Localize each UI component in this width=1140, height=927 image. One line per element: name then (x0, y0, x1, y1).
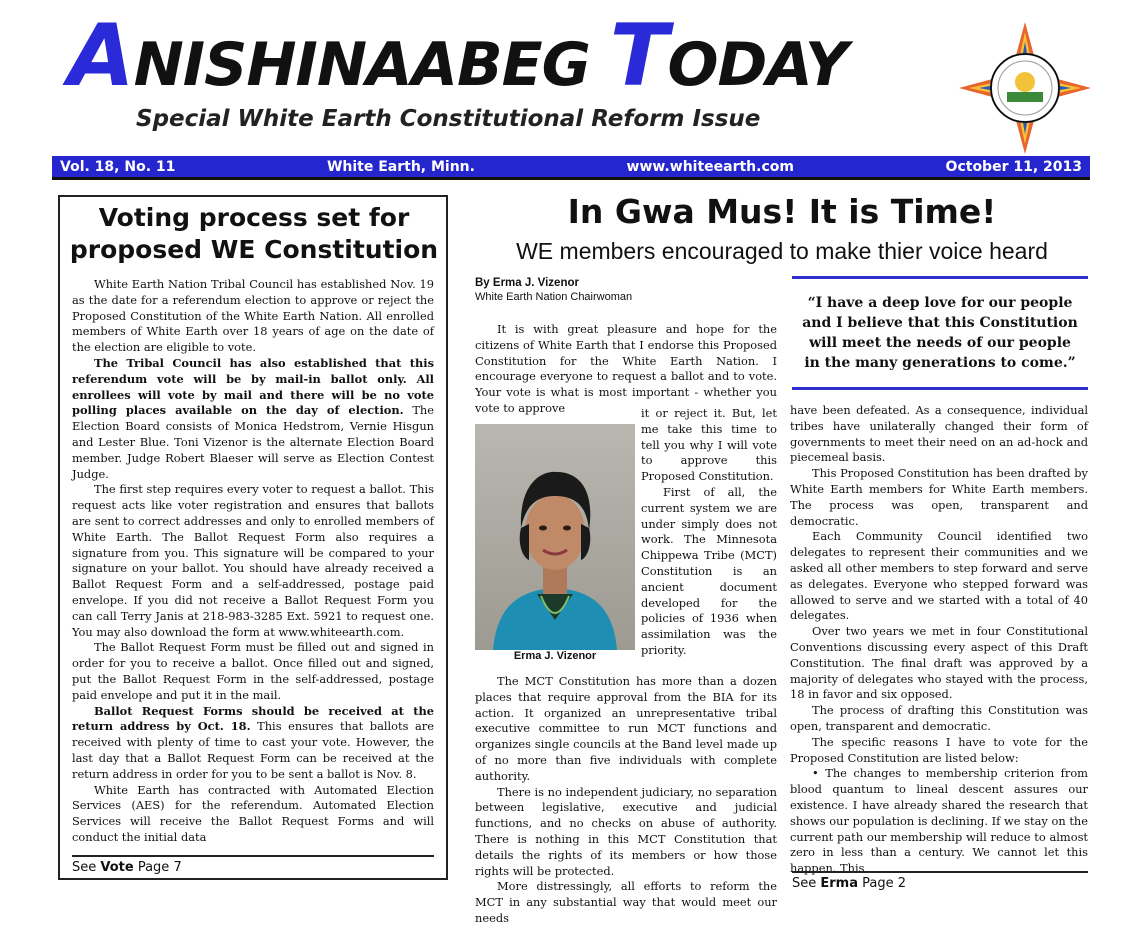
left-article-body (72, 277, 434, 846)
website-link[interactable]: www.whiteearth.com (626, 158, 794, 175)
paragraph: More distressingly, all efforts to reform the MCT in any substantial way that would meet our needs (475, 879, 777, 925)
paragraph: First of all, the current system we are under simply does not work. The Minnesota Chippewa Tribe (MCT) Constitution is an ancient document developed for the policies of 1936 when assimilation was the priority. (641, 484, 777, 657)
jump-suffix: Page 2 (858, 876, 907, 891)
issue-date: October 11, 2013 (945, 158, 1082, 175)
issue-subtitle: Special White Earth Constitutional Reform Issue (136, 106, 761, 132)
bold-mail-text: The Tribal Council has also established that this referendum vote will be by mail-in ballot only. All enrollees will vote by mail and there will be no vote polling places available on the day of election. (72, 355, 434, 418)
main-article-intro (475, 322, 777, 417)
paragraph: The process of drafting this Constitution was open, transparent and democratic. (790, 703, 1088, 733)
masthead-word-today: ODAY (667, 30, 848, 100)
masthead-letter-a: A (68, 6, 134, 106)
photo-caption: Erma J. Vizenor (513, 650, 597, 662)
main-article-headline: In Gwa Mus! It is Time! (567, 192, 997, 231)
jump-prefix: See (792, 876, 821, 891)
volume-number: Vol. 18, No. 11 (60, 158, 176, 175)
jump-word: Vote (100, 860, 134, 875)
white-earth-seal-logo (955, 18, 1095, 158)
paragraph: it or reject it. But, let me take this time to tell you why I will vote to approve this Proposed Constitution. (641, 406, 777, 484)
paragraph-bold-mail (72, 356, 434, 482)
paragraph: It is with great pleasure and hope for the citizens of White Earth that I endorse this Proposed Constitution for the White Earth Nation. I encourage everyone to request a ballot and to vote. Your vote is what is most important - whether you vote to approve (475, 322, 777, 415)
masthead-word-anishinaabeg: NISHINAABEG (133, 30, 590, 100)
jump-suffix: Page 7 (133, 860, 182, 875)
paragraph: The first step requires every voter to request a ballot. This request acts like voter registration and ensures that ballots are sent to correct addresses and only to enrolled members of White Earth. The Ballot Request Form also requires a signature from you. This signature will be compared to your signature on your ballot. You should have already received a Ballot Request Form and a self-addressed, postage paid envelope. If you did not receive a Ballot Request Form you can call Terry Janis at 218-983-3285 Ext. 5921 to request one. You may also download the form at www.whiteearth.com. (72, 482, 434, 639)
pull-quote: “I have a deep love for our people and I believe that this Constitution will meet the needs of our people in the many generations to come.” (792, 276, 1088, 390)
byline-title: White Earth Nation Chairwoman (475, 291, 633, 303)
paragraph: This Proposed Constitution has been drafted by White Earth members for White Earth members. The process was open, transparent and democratic. (790, 466, 1088, 528)
erma-vizenor-photo (475, 424, 635, 650)
paragraph: White Earth Nation Tribal Council has established Nov. 19 as the date for a referendum election to approve or reject the Proposed Constitution of the White Earth Nation. All enrolled members of White Earth over 18 years of age on the date of the election are eligible to vote. (72, 277, 434, 355)
byline (475, 276, 775, 304)
main-article-subhead: WE members encouraged to make thier voice heard (516, 238, 1048, 264)
masthead-title (68, 6, 948, 106)
paragraph: Over two years we met in four Constitutional Conventions discussing every aspect of this Draft Constitution. The final draft was approved by a majority of delegates who stayed with the process, 18 in favor and six opposed. (790, 624, 1088, 702)
masthead-letter-t: T (609, 6, 668, 106)
jump-prefix: See (72, 860, 101, 875)
vote-jump-link[interactable] (72, 855, 434, 875)
main-article-beside-photo (641, 406, 777, 659)
paragraph: • The changes to membership criterion from blood quantum to lineal descent assures our existence. I have already shared the research that shows our population is declining. If we stay on the current path our membership will reduce to almost zero in less than a century. We cannot let this happen. This (790, 766, 1088, 876)
paragraph: have been defeated. As a consequence, individual tribes have unilaterally changed their form of governments to meet their need on an ad-hock and piecemeal basis. (790, 403, 1088, 465)
paragraph: The Ballot Request Form must be filled out and signed in order for you to receive a ballot. Once filled out and signed, put the Ballot Request Form in the self-addressed, postage paid envelope and put it in the mail. (72, 640, 434, 702)
jump-word: Erma (820, 876, 859, 891)
dateline-bar (52, 156, 1090, 180)
main-article-right-column (790, 403, 1088, 877)
paragraph: There is no independent judiciary, no separation between legislative, executive and judicial functions, and no checks on abuse of authority. There is nothing in this MCT Constitution that details the rights of its members or how those rights will be protected. (475, 784, 777, 878)
paragraph: The MCT Constitution has more than a dozen places that require approval from the BIA for its action. It organized an unrepresentative tribal executive committee to run MCT functions and organizes single councils at the Band level made up of no more than five individuals with complete authority. (475, 674, 777, 783)
left-article-headline: Voting process set for proposed WE Constitution (69, 203, 439, 264)
main-article-middle (475, 674, 777, 927)
dateline-place: White Earth, Minn. (326, 158, 475, 175)
bold-return-text: Ballot Request Forms should be received at the return address by Oct. 18. (72, 703, 434, 734)
paragraph: Each Community Council identified two delegates to represent their communities and we asked all other members to step forward and serve as delegates. Everyone who stepped forward was allowed to serve and we started with a total of 40 delegates. (790, 529, 1088, 623)
return-text: This ensures that ballots are received with plenty of time to cast your vote. However, the last day that a Ballot Request Form can be received at the return address in order for you to be sent a ballot is Nov. 8. (72, 719, 434, 781)
paragraph: The specific reasons I have to vote for the Proposed Constitution are listed below: (790, 734, 1088, 765)
erma-jump-link[interactable] (792, 871, 1088, 891)
election-board-text: The Election Board consists of Monica Hedstrom, Vernie Hisgun and Lester Blue. Toni Vizenor is the alternate Election Board member. Judge Robert Blaeser will serve as Election Contest Judge. (72, 403, 434, 481)
paragraph-bold-return (72, 704, 434, 783)
byline-name: By Erma J. Vizenor (475, 277, 579, 289)
paragraph: White Earth has contracted with Automated Election Services (AES) for the referendum. Automated Election Services will receive the Ballot Request Forms and will conduct the initial data (72, 782, 434, 844)
